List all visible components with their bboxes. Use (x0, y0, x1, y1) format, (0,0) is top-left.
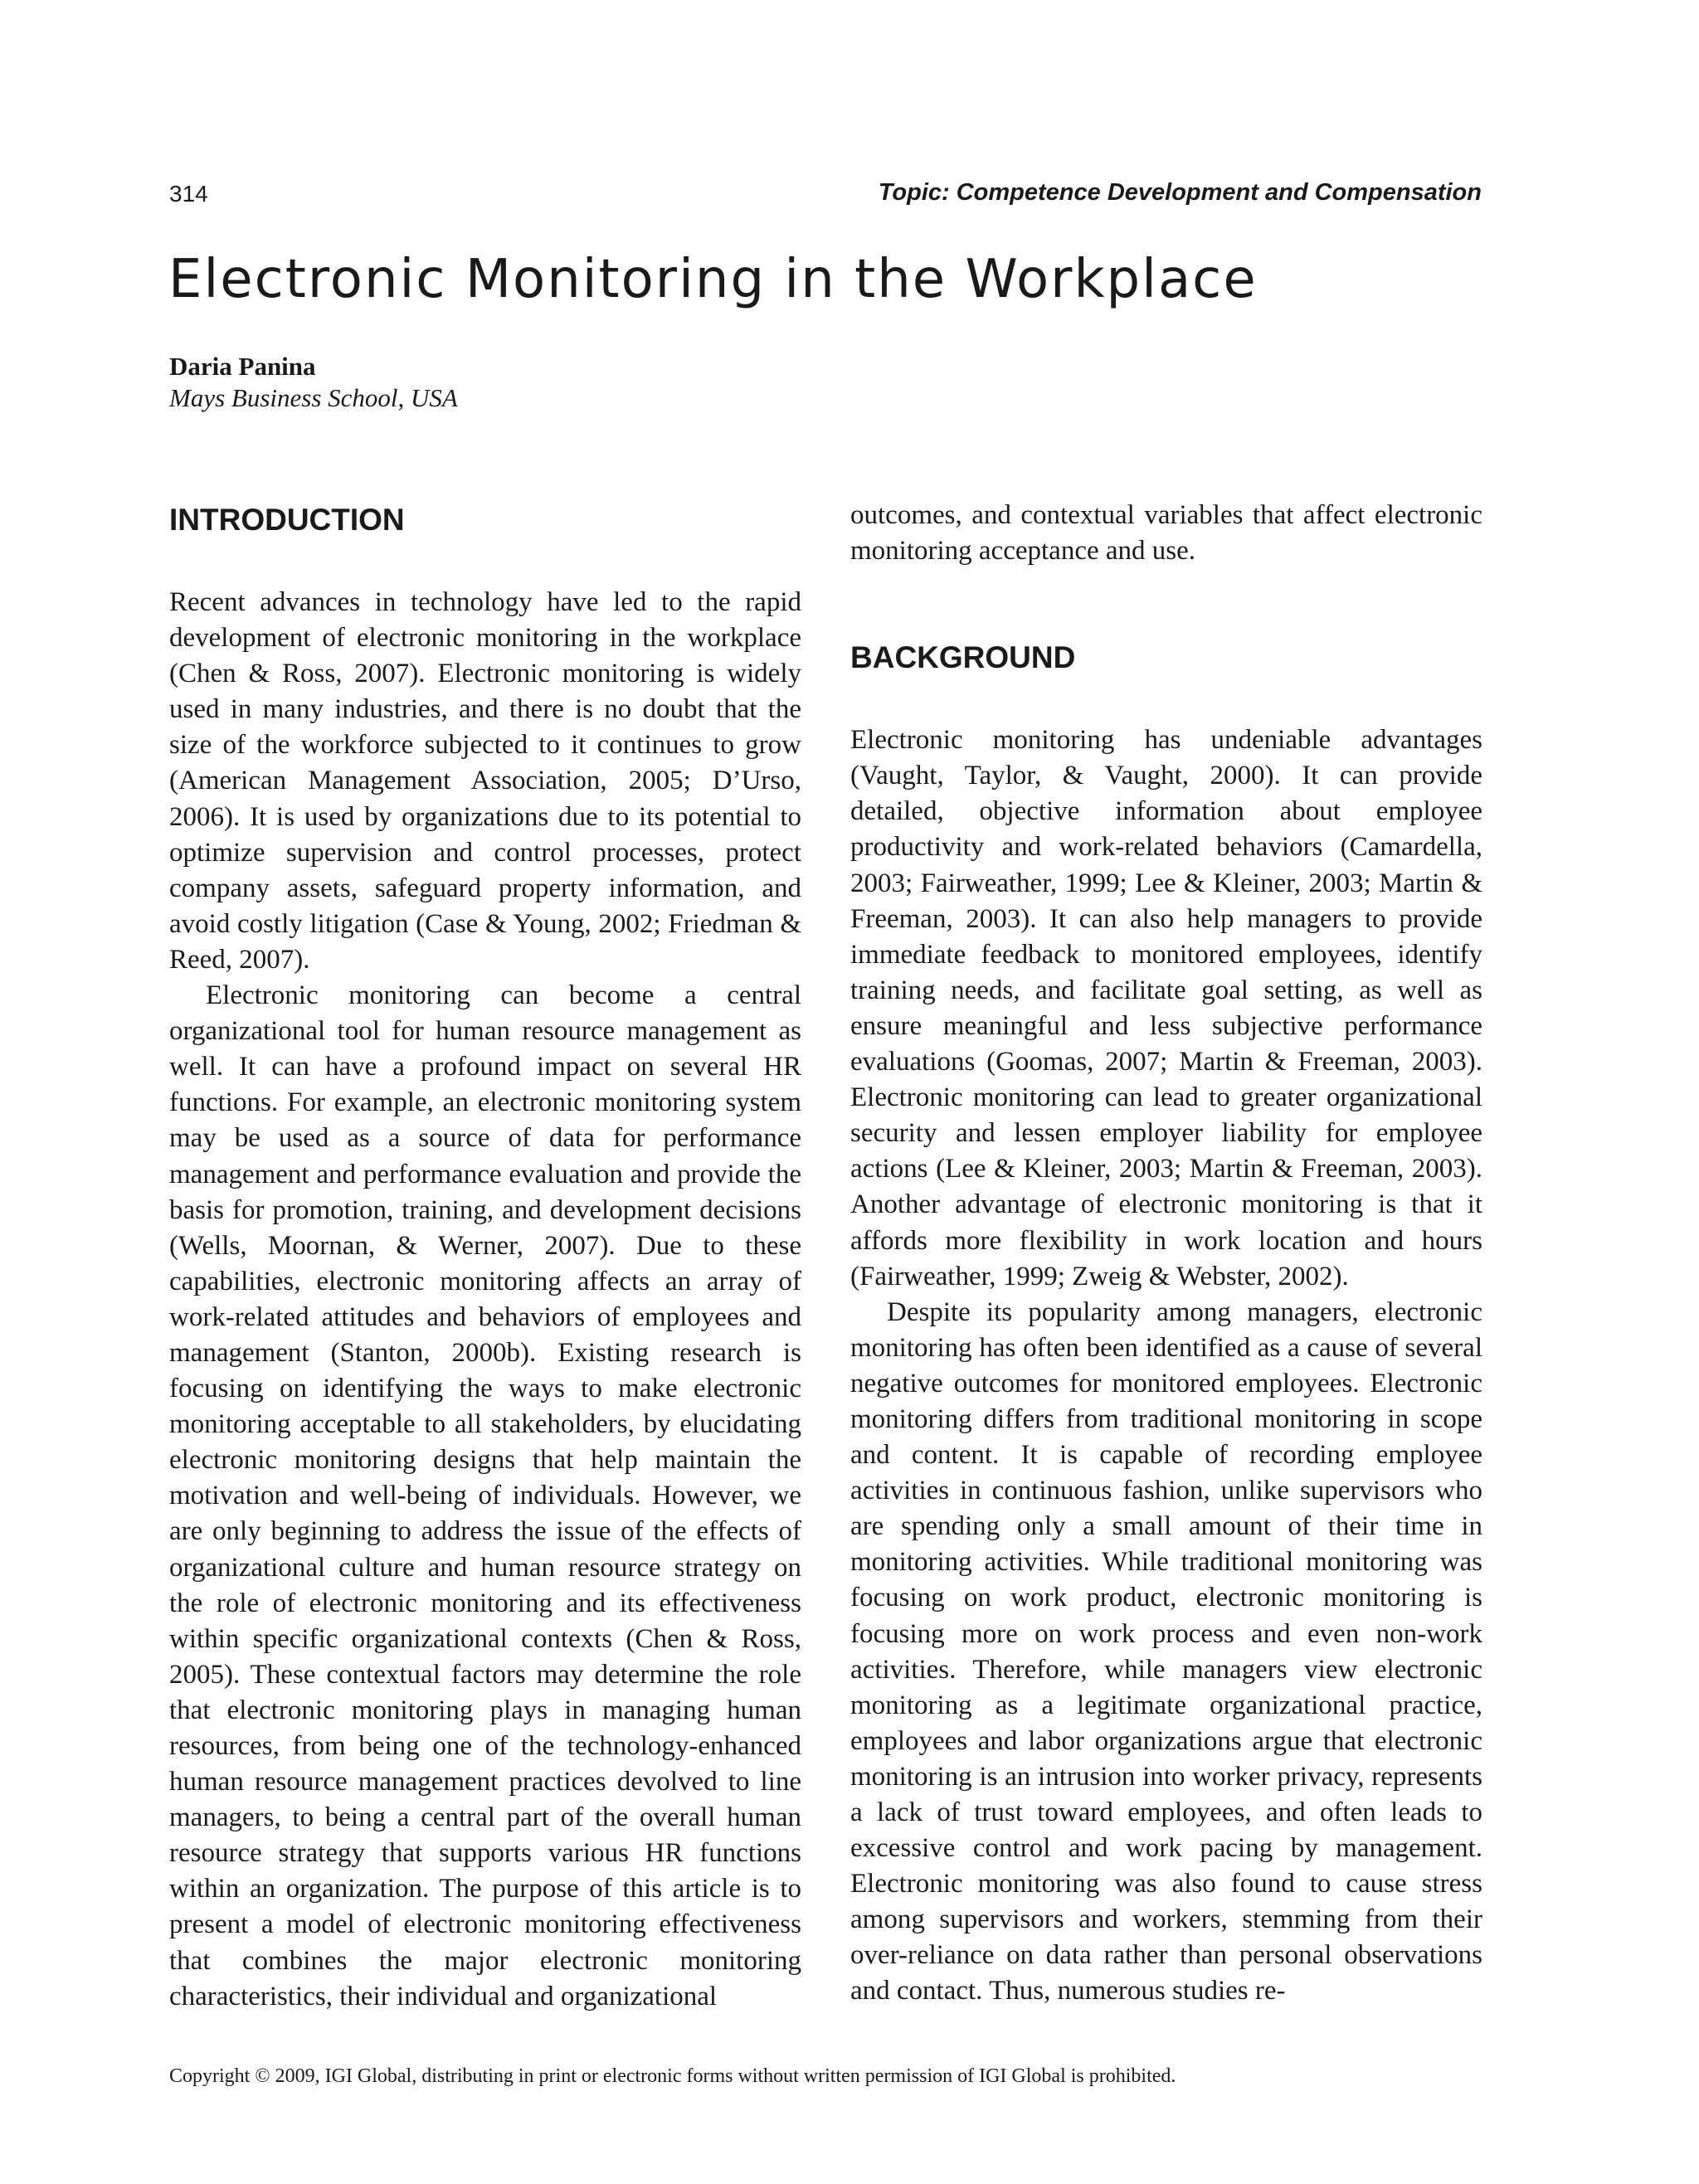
introduction-continuation: outcomes, and contextual variables that affect electronic monitoring acceptance and use. (850, 500, 1482, 567)
background-heading: BACKGROUND (850, 640, 1076, 675)
page-number: 314 (169, 181, 208, 207)
author-name: Daria Panina (169, 352, 316, 381)
author-affiliation: Mays Business School, USA (169, 383, 458, 412)
right-column (850, 498, 1482, 2010)
introduction-paragraph-1: Recent advances in technology have led to the rapid development of electronic monitoring in the workplace (Chen & Ross, 2007). Electronic monitoring is widely used in many industries, and there is no doubt that the size of the workforce subjected to it continues to grow (American Management Association, 2005; D’Urso, 2006). It is used by organizations due to its potential to optimize supervision and control processes, protect company assets, safeguard property information, and avoid costly litigation (Case & Young, 2002; Friedman & Reed, 2007). (169, 587, 801, 975)
background-paragraph-2: Despite its popularity among managers, electronic monitoring has often been identified as a cause of several negative outcomes for monitored employees. Electronic monitoring differs from traditional monitoring in scope and content. It is capable of recording employee activities in continuous fashion, unlike supervisors who are spending only a small amount of their time in monitoring activities. While traditional monitoring was focusing on work product, electronic monitoring is focusing more on work process and even non-work activities. Therefore, while managers view electronic monitoring as a legitimate organizational practice, employees and labor organizations argue that electronic monitoring is an intrusion into worker privacy, represents a lack of trust toward employees, and often leads to excessive control and work pacing by management. Electronic monitoring was also found to cause stress among supervisors and workers, stemming from their over-reliance on data rather than personal observations and contact. Thus, numerous studies re- (850, 1296, 1482, 2006)
article-title: Electronic Monitoring in the Workplace (168, 249, 1258, 310)
left-column (169, 498, 801, 2015)
introduction-paragraph-2: Electronic monitoring can become a central organizational tool for human resource management as well. It can have a profound impact on several HR functions. For example, an electronic monitoring system may be used as a source of data for performance management and performance evaluation and provide the basis for promotion, training, and development decisions (Wells, Moornan, & Werner, 2007). Due to these capabilities, electronic monitoring affects an array of work-related attitudes and behaviors of employees and management (Stanton, 2000b). Existing research is focusing on identifying the ways to make electronic monitoring acceptable to all stakeholders, by elucidating electronic monitoring designs that help maintain the motivation and well-being of individuals. However, we are only beginning to address the issue of the effects of organizational culture and human resource strategy on the role of electronic monitoring and its effectiveness within specific organizational contexts (Chen & Ross, 2005). These contextual factors may determine the role that electronic monitoring plays in managing human resources, from being one of the technology-enhanced human resource management practices devolved to line managers, to being a central part of the overall human resource strategy that supports various HR functions within an organization. The purpose of this article is to present a model of electronic monitoring effectiveness that combines the major electronic monitoring characteristics, their individual and organizational (169, 980, 801, 2011)
background-paragraph-1: Electronic monitoring has undeniable advantages (Vaught, Taylor, & Vaught, 2000). It can provide detailed, objective information about employee productivity and work-related behaviors (Camardella, 2003; Fairweather, 1999; Lee & Kleiner, 2003; Martin & Freeman, 2003). It can also help managers to provide immediate feedback to monitored employees, identify training needs, and facilitate goal setting, as well as ensure meaningful and less subjective performance evaluations (Goomas, 2007; Martin & Freeman, 2003). Electronic monitoring can lead to greater organizational security and lessen employer liability for employee actions (Lee & Kleiner, 2003; Martin & Freeman, 2003). Another advantage of electronic monitoring is that it affords more flexibility in work location and hours (Fairweather, 1999; Zweig & Webster, 2002). (850, 725, 1482, 1291)
copyright-notice: Copyright © 2009, IGI Global, distributing in print or electronic forms without written permission of IGI Global is prohibited. (169, 2065, 1176, 2087)
running-head-topic: Topic: Competence Development and Compensation (878, 179, 1482, 206)
introduction-heading: INTRODUCTION (169, 503, 405, 537)
